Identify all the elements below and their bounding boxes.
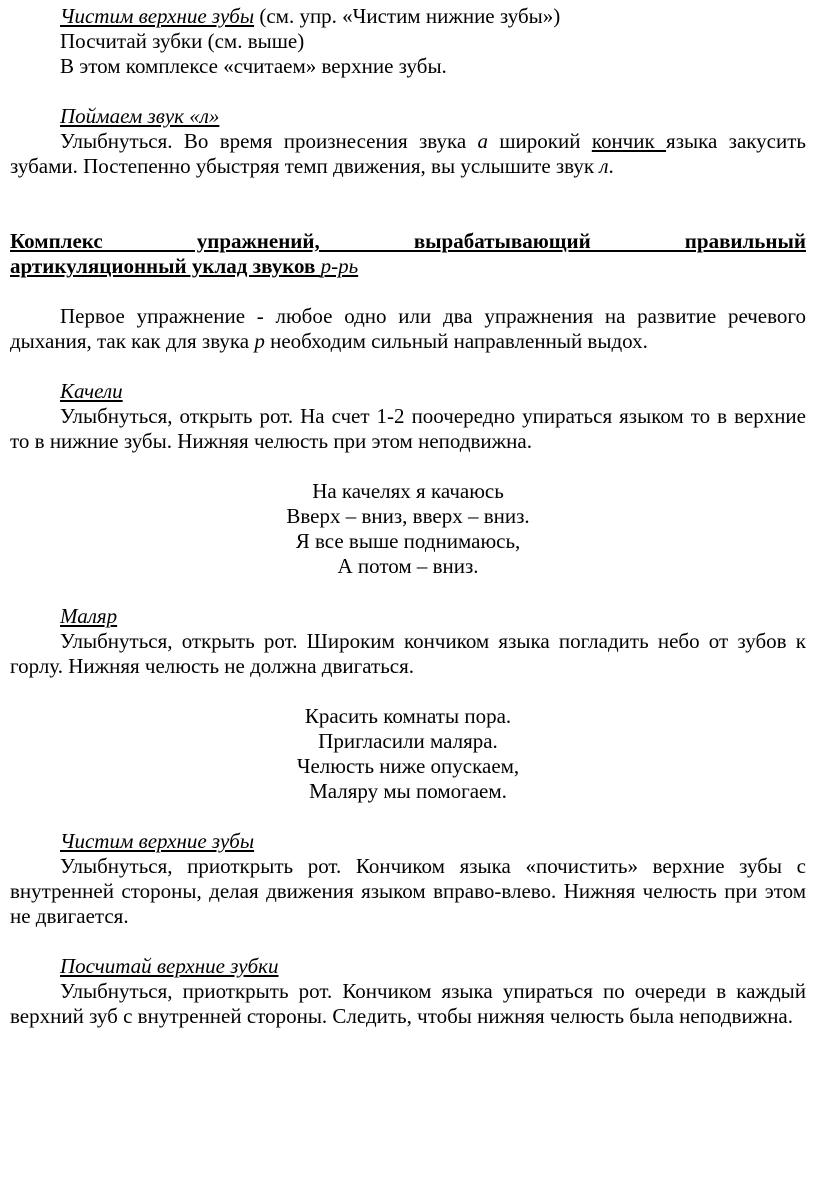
spacer (10, 354, 806, 379)
exercise-title-swing: Качели (60, 379, 123, 403)
sound-a: а (477, 129, 489, 153)
exercise-text-catch-sound (10, 129, 806, 179)
exercise-title-painter: Маляр (60, 604, 118, 628)
intro-line-1-rest: (см. упр. «Чистим нижние зубы») (254, 4, 561, 28)
poem-line: Челюсть ниже опускаем, (296, 754, 520, 778)
spacer (10, 179, 806, 229)
poem-line: Пригласили маляра. (318, 729, 498, 753)
text-fragment: широкий (488, 129, 592, 153)
poem-line: Я все выше поднимаюсь, (295, 529, 521, 553)
section-heading (10, 229, 806, 279)
exercise-title-brush-upper: Чистим верхние зубы (60, 829, 255, 853)
sound-l: л (599, 154, 609, 178)
text-fragment: артикуляционный уклад звуков (10, 254, 321, 278)
section-heading-line-2 (10, 254, 358, 278)
exercise-text-brush-upper: Улыбнуться, приоткрыть рот. Кончиком языка «почистить» верхние зубы с внутренней стороны, делая движения языком вправо-влево. Нижняя челюсть при этом не двигается. (10, 854, 806, 928)
text-fragment: языка закусить зубами. Постепенно убыстряя темп движения, вы услышите звук (10, 129, 806, 178)
spacer (10, 579, 806, 604)
sound-r: р (254, 329, 265, 353)
spacer (10, 454, 806, 479)
intro-line-3: В этом комплексе «считаем» верхние зубы. (60, 54, 447, 78)
intro-exercise-title: Чистим верхние зубы (60, 4, 255, 28)
poem-painter (10, 704, 806, 804)
text-fragment: Первое упражнение - любое одно или два упражнения на развитие речевого дыхания, так как для звука (10, 304, 806, 353)
poem-line: Красить комнаты пора. (304, 704, 512, 728)
poem-line: Маляру мы помогаем. (309, 779, 507, 803)
exercise-text-swing: Улыбнуться, открыть рот. На счет 1-2 поочередно упираться языком то в верхние то в нижние зубы. Нижняя челюсть при этом неподвижна. (10, 404, 806, 453)
exercise-title-count-upper: Посчитай верхние зубки (60, 954, 279, 978)
text-fragment: необходим сильный направленный выдох. (264, 329, 648, 353)
spacer (10, 929, 806, 954)
intro-line-1 (10, 4, 806, 29)
poem-swing (10, 479, 806, 579)
text-fragment: . (608, 154, 614, 178)
spacer (10, 679, 806, 704)
poem-line: А потом – вниз. (337, 554, 479, 578)
first-exercise-text (10, 304, 806, 354)
exercise-text-painter: Улыбнуться, открыть рот. Широким кончиком языка погладить небо от зубов к горлу. Нижняя челюсть не должна двигаться. (10, 629, 806, 678)
exercise-text-count-upper: Улыбнуться, приоткрыть рот. Кончиком языка упираться по очереди в каждый верхний зуб с внутренней стороны. Следить, чтобы нижняя челюсть была неподвижна. (10, 979, 806, 1028)
poem-line: Вверх – вниз, вверх – вниз. (286, 504, 530, 528)
spacer (10, 804, 806, 829)
spacer (10, 279, 806, 304)
poem-line: На качелях я качаюсь (312, 479, 504, 503)
spacer (10, 79, 806, 104)
text-fragment: Улыбнуться. Во время произнесения звука (60, 129, 478, 153)
exercise-title-catch-sound: Поймаем звук «л» (60, 104, 220, 128)
sounds-r-rj: р-рь (320, 254, 359, 278)
intro-line-2: Посчитай зубки (см. выше) (60, 29, 305, 53)
word-tip: кончик (591, 129, 667, 153)
section-heading-line-1: Комплекс упражнений, вырабатывающий правильный (10, 229, 806, 253)
